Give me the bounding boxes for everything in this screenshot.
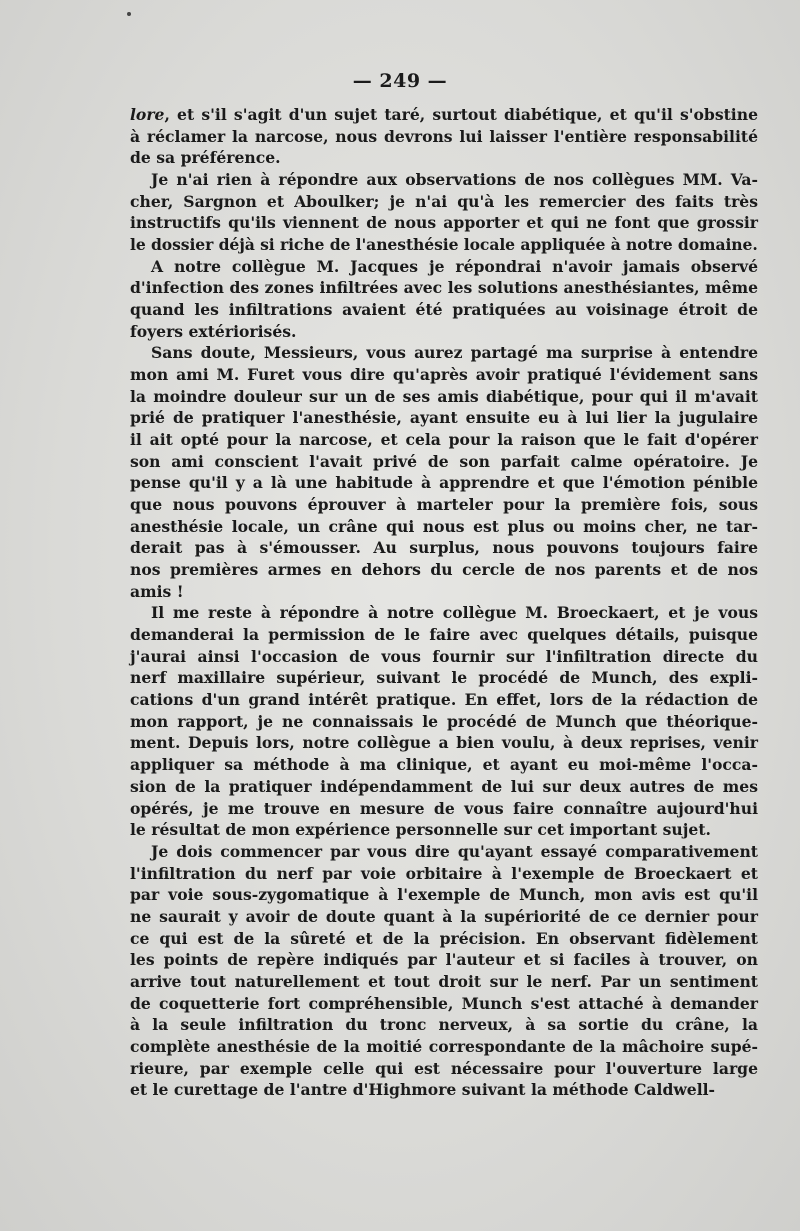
text-line: sion de la pratiquer indépendamment de lui sur deux autres de mes xyxy=(130,776,758,796)
text-line: arrive tout naturellement et tout droit sur le nerf. Par un sentiment xyxy=(130,971,758,991)
text-line: ce qui est de la sûreté et de la précision. En observant fidèlement xyxy=(130,928,758,948)
text-line: opérés, je me trouve en mesure de vous faire connaître aujourd'hui xyxy=(130,798,758,818)
paragraph xyxy=(130,169,758,256)
text-line: prié de pratiquer l'anesthésie, ayant ensuite eu à lui lier la jugulaire xyxy=(130,408,758,428)
text-line: Sans doute, Messieurs, vous aurez partagé ma surprise à entendre xyxy=(151,343,758,363)
text-line: cher, Sargnon et Aboulker; je n'ai qu'à les remercier des faits très xyxy=(130,191,758,211)
body-text xyxy=(130,104,758,1101)
text-line: anesthésie locale, un crâne qui nous est plus ou moins cher, ne tar- xyxy=(130,516,758,536)
text-line: j'aurai ainsi l'occasion de vous fournir sur l'infiltration directe du xyxy=(130,646,758,666)
text-line: ment. Depuis lors, notre collègue a bien voulu, à deux reprises, venir xyxy=(130,733,758,753)
paragraph xyxy=(130,104,758,169)
text-line: Il me reste à répondre à notre collègue M. Broeckaert, et je vous xyxy=(151,603,758,623)
text-line: cations d'un grand intérêt pratique. En effet, lors de la rédaction de xyxy=(130,690,758,710)
text-line: amis ! xyxy=(130,581,184,601)
text-line: derait pas à s'émousser. Au surplus, nous pouvons toujours faire xyxy=(130,538,758,558)
text-line: par voie sous-zygomatique à l'exemple de Munch, mon avis est qu'il xyxy=(130,885,758,905)
text-line: de sa préférence. xyxy=(130,148,281,168)
text-line: à réclamer la narcose, nous devrons lui laisser l'entière responsabilité xyxy=(130,126,758,146)
text-line: l'infiltration du nerf par voie orbitaire à l'exemple de Broeckaert et xyxy=(130,863,758,883)
text-line: de coquetterie fort compréhensible, Munch s'est attaché à demander xyxy=(130,993,758,1013)
text-line: le dossier déjà si riche de l'anesthésie locale appliquée à notre domaine. xyxy=(130,235,758,255)
text-line: mon rapport, je ne connaissais le procédé de Munch que théorique- xyxy=(130,711,758,731)
text-line: les points de repère indiqués par l'auteur et si faciles à trouver, on xyxy=(130,950,758,970)
paragraph xyxy=(130,841,758,1101)
text-line: pense qu'il y a là une habitude à apprendre et que l'émotion pénible xyxy=(130,473,758,493)
paragraph xyxy=(130,342,758,602)
page-number: — 249 — xyxy=(352,70,448,92)
text-line: ne saurait y avoir de doute quant à la supériorité de ce dernier pour xyxy=(130,906,758,926)
text-line: que nous pouvons éprouver à marteler pour la première fois, sous xyxy=(130,495,758,515)
text-line: à la seule infiltration du tronc nerveux, à sa sortie du crâne, la xyxy=(130,1015,758,1035)
text-line: appliquer sa méthode à ma clinique, et ayant eu moi-même l'occa- xyxy=(130,755,758,775)
italic-word: lore xyxy=(130,105,165,124)
text-line: le résultat de mon expérience personnelle sur cet important sujet. xyxy=(130,820,711,840)
paragraph xyxy=(130,602,758,840)
text-line: il ait opté pour la narcose, et cela pour la raison que le fait d'opérer xyxy=(130,430,758,450)
text-line: nos premières armes en dehors du cercle de nos parents et de nos xyxy=(130,560,758,580)
text-line: nerf maxillaire supérieur, suivant le procédé de Munch, des expli- xyxy=(130,668,758,688)
text-line: instructifs qu'ils viennent de nous apporter et qui ne font que grossir xyxy=(130,213,758,233)
text-line: d'infection des zones infiltrées avec les solutions anesthésiantes, même xyxy=(130,278,758,298)
text-line: Je dois commencer par vous dire qu'ayant essayé comparativement xyxy=(151,841,758,861)
text-line: la moindre douleur sur un de ses amis diabétique, pour qui il m'avait xyxy=(130,386,758,406)
text-line: demanderai la permission de le faire avec quelques détails, puisque xyxy=(130,625,758,645)
text-line: rieure, par exemple celle qui est nécessaire pour l'ouverture large xyxy=(130,1058,758,1078)
paragraph xyxy=(130,256,758,343)
ink-speck xyxy=(127,12,131,16)
text-line: lore, et s'il s'agit d'un sujet taré, surtout diabétique, et qu'il s'obstine xyxy=(130,105,758,124)
text-line: mon ami M. Furet vous dire qu'après avoir pratiqué l'évidement sans xyxy=(130,365,758,385)
text-line: complète anesthésie de la moitié correspondante de la mâchoire supé- xyxy=(130,1036,758,1056)
text-line: foyers extériorisés. xyxy=(130,321,297,341)
text-line: Je n'ai rien à répondre aux observations de nos collègues MM. Va- xyxy=(151,170,758,190)
text-line: quand les infiltrations avaient été pratiquées au voisinage étroit de xyxy=(130,300,758,320)
text-line: et le curettage de l'antre d'Highmore suivant la méthode Caldwell- xyxy=(130,1080,716,1100)
text-line: A notre collègue M. Jacques je répondrai n'avoir jamais observé xyxy=(151,256,758,276)
text-line: son ami conscient l'avait privé de son parfait calme opératoire. Je xyxy=(130,451,758,471)
